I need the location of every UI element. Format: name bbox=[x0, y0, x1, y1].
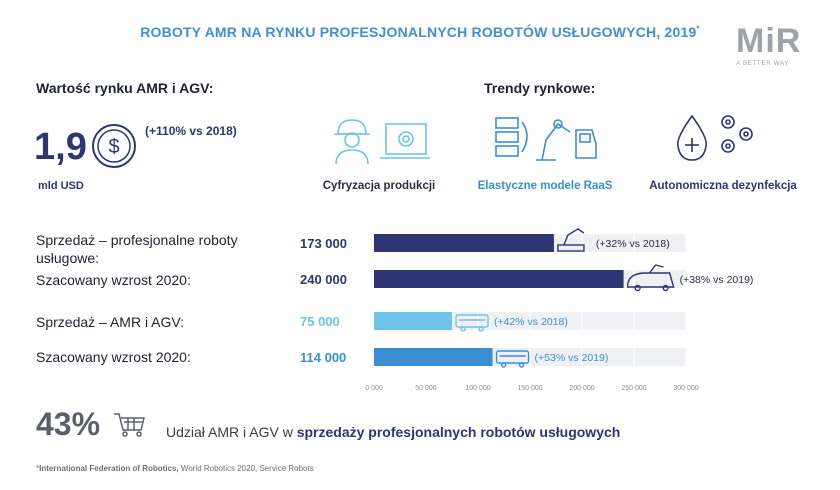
logo-tagline: A BETTER WAY bbox=[736, 61, 790, 67]
bar-growth-note: (+38% vs 2019) bbox=[679, 274, 754, 286]
market-value-unit: mld USD bbox=[38, 180, 84, 192]
trend-label-disinfection: Autonomiczna dezynfekcja bbox=[649, 180, 797, 192]
row-label-growth-2020-professional: Szacowany wzrost 2020: bbox=[36, 272, 191, 288]
share-percentage: 43% bbox=[36, 406, 101, 442]
x-tick-label: 100 000 bbox=[465, 385, 491, 392]
bar-growth-note: (+32% vs 2018) bbox=[595, 238, 670, 250]
row-label-amr-agv-sales: Sprzedaż – AMR i AGV: bbox=[36, 314, 185, 330]
mir-logo: MiR bbox=[736, 22, 802, 60]
x-tick-label: 250 000 bbox=[621, 385, 647, 392]
market-value-number: 1,9 bbox=[34, 126, 87, 168]
bar bbox=[374, 234, 554, 252]
trend-label-raas: Elastyczne modele RaaS bbox=[477, 180, 613, 192]
sales-bar-chart bbox=[290, 220, 810, 410]
trends-heading: Trendy rynkowe: bbox=[484, 80, 596, 96]
robot-arm-icon bbox=[492, 110, 602, 166]
x-tick-label: 50 000 bbox=[415, 385, 437, 392]
disinfection-gears-icon bbox=[672, 108, 762, 166]
svg-text:$: $ bbox=[108, 136, 120, 158]
footnote: *International Federation of Robotics, World Robotics 2020, Service Robots bbox=[36, 464, 314, 473]
row-label-professional-sales: Sprzedaż – profesjonalne roboty usługowe: bbox=[36, 232, 238, 266]
bar bbox=[374, 312, 452, 330]
bar-growth-note: (+42% vs 2018) bbox=[494, 316, 568, 328]
x-tick-label: 150 000 bbox=[517, 385, 543, 392]
worker-laptop-icon bbox=[330, 112, 430, 166]
bar bbox=[374, 348, 493, 366]
bar bbox=[374, 270, 624, 288]
bar-value-label: 114 000 bbox=[300, 350, 347, 365]
x-tick-label: 0 000 bbox=[365, 385, 383, 392]
bar-value-label: 240 000 bbox=[300, 272, 347, 287]
share-description: Udział AMR i AGV w sprzedaży profesjonalnych robotów usługowych bbox=[166, 424, 621, 440]
dollar-coin-icon bbox=[90, 122, 138, 170]
market-growth: (+110% vs 2018) bbox=[145, 124, 237, 138]
x-tick-label: 200 000 bbox=[569, 385, 595, 392]
bar-value-label: 173 000 bbox=[300, 236, 347, 251]
page-title: ROBOTY AMR NA RYNKU PROFESJONALNYCH ROBOTÓW USŁUGOWYCH, 2019* bbox=[140, 24, 700, 40]
bar-value-label: 75 000 bbox=[300, 314, 340, 329]
bar-growth-note: (+53% vs 2019) bbox=[534, 352, 609, 364]
x-tick-label: 300 000 bbox=[673, 385, 699, 392]
shopping-cart-icon bbox=[112, 410, 146, 438]
trend-label-digitization: Cyfryzacja produkcji bbox=[322, 180, 436, 192]
market-value-heading: Wartość rynku AMR i AGV: bbox=[36, 80, 214, 96]
row-label-growth-2020-amr: Szacowany wzrost 2020: bbox=[36, 349, 191, 365]
